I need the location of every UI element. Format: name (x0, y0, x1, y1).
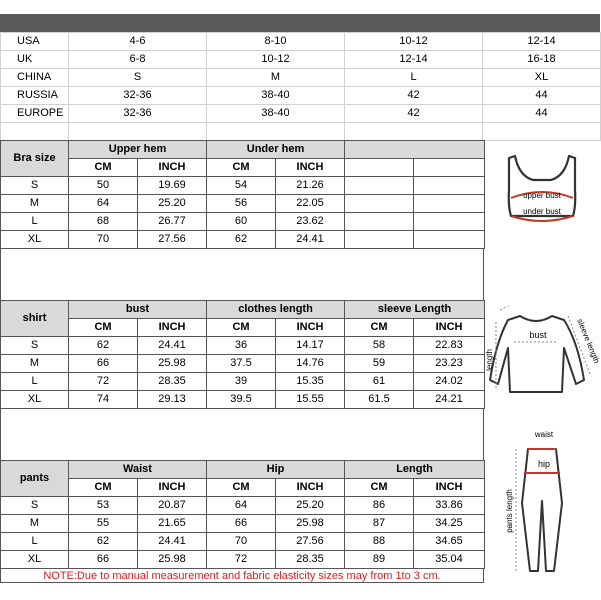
hip-label: hip (537, 459, 551, 469)
pants-group-header: Waist (69, 461, 207, 479)
pants-size-row (1, 497, 485, 515)
measurement-cell: 25.20 (276, 497, 345, 515)
conversion-row (1, 69, 601, 87)
under-bust-label: under bust (523, 207, 561, 216)
size-cell: 32-36 (69, 87, 207, 105)
measurement-cell: 37.5 (207, 355, 276, 373)
measurement-cell: 21.65 (138, 515, 207, 533)
empty-cell (414, 231, 485, 249)
measurement-cell: 27.56 (276, 533, 345, 551)
unit-header: INCH (138, 159, 207, 177)
size-label: XL (1, 231, 69, 249)
size-cell: S (69, 69, 207, 87)
pants-size-row (1, 533, 485, 551)
measurement-cell: 24.41 (138, 337, 207, 355)
region-label: UK (1, 51, 69, 69)
size-cell: 42 (345, 87, 483, 105)
measurement-cell: 25.20 (138, 195, 207, 213)
measurement-cell: 15.35 (276, 373, 345, 391)
unit-header: INCH (414, 319, 485, 337)
region-label: USA (1, 33, 69, 51)
shirt-size-row (1, 373, 485, 391)
empty-cell (345, 231, 414, 249)
measurement-cell: 72 (207, 551, 276, 569)
size-label: XL (1, 551, 69, 569)
measurement-cell: 59 (345, 355, 414, 373)
waist-label: waist (534, 430, 554, 439)
bra-unit-row (1, 159, 485, 177)
measurement-cell: 86 (345, 497, 414, 515)
empty-header (345, 141, 485, 159)
shirt-unit-row (1, 319, 485, 337)
shirt-title: shirt (1, 301, 69, 337)
measurement-cell: 24.02 (414, 373, 485, 391)
measurement-cell: 64 (207, 497, 276, 515)
shirt-sleeve-label: sleeve length (575, 317, 601, 365)
bra-size-row (1, 231, 485, 249)
measurement-cell: 33.86 (414, 497, 485, 515)
pants-size-table (0, 460, 485, 569)
shirt-group-header: bust (69, 301, 207, 319)
pants-size-row (1, 515, 485, 533)
measurement-cell: 22.05 (276, 195, 345, 213)
unit-header: CM (207, 479, 276, 497)
measurement-cell: 35.04 (414, 551, 485, 569)
size-cell: 6-8 (69, 51, 207, 69)
size-cell: 44 (483, 105, 601, 123)
measurement-cell: 29.13 (138, 391, 207, 409)
measurement-cell: 27.56 (138, 231, 207, 249)
measurement-cell: 66 (69, 551, 138, 569)
size-cell: 38-40 (207, 87, 345, 105)
section-spacer (0, 248, 484, 300)
upper-bust-label: upper bust (523, 191, 561, 200)
measurement-cell: 25.98 (138, 355, 207, 373)
pants-group-header-row (1, 461, 485, 479)
empty-cell (345, 123, 483, 141)
size-label: M (1, 195, 69, 213)
size-cell: M (207, 69, 345, 87)
measurement-cell: 36 (207, 337, 276, 355)
size-conversion-table (0, 32, 601, 141)
size-cell: 12-14 (345, 51, 483, 69)
conversion-row-empty (1, 123, 601, 141)
conversion-row (1, 51, 601, 69)
measurement-cell: 28.35 (276, 551, 345, 569)
measurement-cell: 60 (207, 213, 276, 231)
empty-cell (1, 123, 69, 141)
measurement-cell: 14.76 (276, 355, 345, 373)
unit-header: CM (345, 479, 414, 497)
region-label: RUSSIA (1, 87, 69, 105)
bra-size-table (0, 140, 485, 249)
size-cell: 16-18 (483, 51, 601, 69)
size-cell: 10-12 (345, 33, 483, 51)
shirt-group-header: sleeve Length (345, 301, 485, 319)
unit-header: INCH (276, 159, 345, 177)
empty-cell (345, 195, 414, 213)
measurement-cell: 74 (69, 391, 138, 409)
empty-cell (414, 195, 485, 213)
measurement-cell: 56 (207, 195, 276, 213)
size-cell: 44 (483, 87, 601, 105)
bra-group-header: Under hem (207, 141, 345, 159)
measurement-cell: 26.77 (138, 213, 207, 231)
pants-group-header: Length (345, 461, 485, 479)
measurement-cell: 70 (207, 533, 276, 551)
measurement-cell: 50 (69, 177, 138, 195)
unit-header: CM (345, 319, 414, 337)
size-cell: 32-36 (69, 105, 207, 123)
shirt-bust-label: bust (529, 330, 547, 340)
size-label: M (1, 355, 69, 373)
unit-header: INCH (138, 319, 207, 337)
size-cell: 42 (345, 105, 483, 123)
empty-cell (207, 123, 345, 141)
conversion-row (1, 105, 601, 123)
size-label: L (1, 533, 69, 551)
measurement-cell: 24.21 (414, 391, 485, 409)
bra-group-header: Upper hem (69, 141, 207, 159)
unit-header: INCH (276, 479, 345, 497)
size-cell: XL (483, 69, 601, 87)
empty-cell (414, 177, 485, 195)
size-label: M (1, 515, 69, 533)
measurement-cell: 89 (345, 551, 414, 569)
measurement-cell: 58 (345, 337, 414, 355)
measurement-cell: 87 (345, 515, 414, 533)
measurement-cell: 53 (69, 497, 138, 515)
unit-header: INCH (414, 479, 485, 497)
unit-header: CM (207, 159, 276, 177)
measurement-note: NOTE:Due to manual measurement and fabric elasticity sizes may from 1to 3 cm. (0, 568, 484, 583)
section-spacer (0, 408, 484, 460)
measurement-cell: 20.87 (138, 497, 207, 515)
bra-size-row (1, 195, 485, 213)
size-label: XL (1, 391, 69, 409)
measurement-cell: 28.35 (138, 373, 207, 391)
measurement-cell: 64 (69, 195, 138, 213)
size-cell: 8-10 (207, 33, 345, 51)
measurement-cell: 14.17 (276, 337, 345, 355)
size-label: S (1, 497, 69, 515)
measurement-cell: 66 (69, 355, 138, 373)
measurement-cell: 15.55 (276, 391, 345, 409)
measurement-cell: 72 (69, 373, 138, 391)
size-cell: 4-6 (69, 33, 207, 51)
pants-illustration (484, 420, 600, 582)
pants-length-label: pants length (505, 489, 514, 533)
empty-cell (483, 123, 601, 141)
measurement-cell: 39.5 (207, 391, 276, 409)
measurement-cell: 66 (207, 515, 276, 533)
shirt-size-row (1, 337, 485, 355)
bra-size-row (1, 177, 485, 195)
unit-header: CM (69, 159, 138, 177)
conversion-row (1, 87, 601, 105)
measurement-cell: 23.23 (414, 355, 485, 373)
bra-group-header-row (1, 141, 485, 159)
region-label: CHINA (1, 69, 69, 87)
measurement-cell: 34.25 (414, 515, 485, 533)
shirt-size-table (0, 300, 485, 409)
bra-illustration (484, 140, 600, 248)
measurement-cell: 70 (69, 231, 138, 249)
measurement-cell: 55 (69, 515, 138, 533)
shirt-size-row (1, 355, 485, 373)
empty-cell (345, 177, 414, 195)
measurement-cell: 24.41 (276, 231, 345, 249)
size-cell: L (345, 69, 483, 87)
measurement-cell: 62 (207, 231, 276, 249)
pants-size-row (1, 551, 485, 569)
size-label: S (1, 337, 69, 355)
measurement-cell: 22.83 (414, 337, 485, 355)
size-label: S (1, 177, 69, 195)
region-label: EUROPE (1, 105, 69, 123)
empty-cell (414, 159, 485, 177)
size-label: L (1, 213, 69, 231)
unit-header: INCH (276, 319, 345, 337)
measurement-cell: 61.5 (345, 391, 414, 409)
size-label: L (1, 373, 69, 391)
measurement-cell: 54 (207, 177, 276, 195)
measurement-cell: 62 (69, 533, 138, 551)
measurement-cell: 25.98 (138, 551, 207, 569)
empty-cell (345, 159, 414, 177)
conversion-row (1, 33, 601, 51)
empty-cell (414, 213, 485, 231)
size-cell: 10-12 (207, 51, 345, 69)
shirt-illustration (484, 300, 600, 408)
measurement-cell: 62 (69, 337, 138, 355)
shirt-group-header-row (1, 301, 485, 319)
measurement-cell: 61 (345, 373, 414, 391)
empty-cell (69, 123, 207, 141)
bra-title: Bra size (1, 141, 69, 177)
measurement-cell: 39 (207, 373, 276, 391)
measurement-cell: 21.26 (276, 177, 345, 195)
bra-size-row (1, 213, 485, 231)
header-bar (0, 14, 600, 32)
measurement-cell: 23.62 (276, 213, 345, 231)
pants-group-header: Hip (207, 461, 345, 479)
measurement-cell: 25.98 (276, 515, 345, 533)
size-cell: 12-14 (483, 33, 601, 51)
pants-title: pants (1, 461, 69, 497)
unit-header: CM (69, 479, 138, 497)
pants-unit-row (1, 479, 485, 497)
measurement-cell: 34.65 (414, 533, 485, 551)
unit-header: CM (207, 319, 276, 337)
shirt-size-row (1, 391, 485, 409)
measurement-cell: 24.41 (138, 533, 207, 551)
measurement-cell: 68 (69, 213, 138, 231)
measurement-cell: 19.69 (138, 177, 207, 195)
unit-header: INCH (138, 479, 207, 497)
measurement-cell: 88 (345, 533, 414, 551)
size-cell: 38-40 (207, 105, 345, 123)
unit-header: CM (69, 319, 138, 337)
empty-cell (345, 213, 414, 231)
shirt-group-header: clothes length (207, 301, 345, 319)
shirt-length-label: length (485, 349, 494, 371)
